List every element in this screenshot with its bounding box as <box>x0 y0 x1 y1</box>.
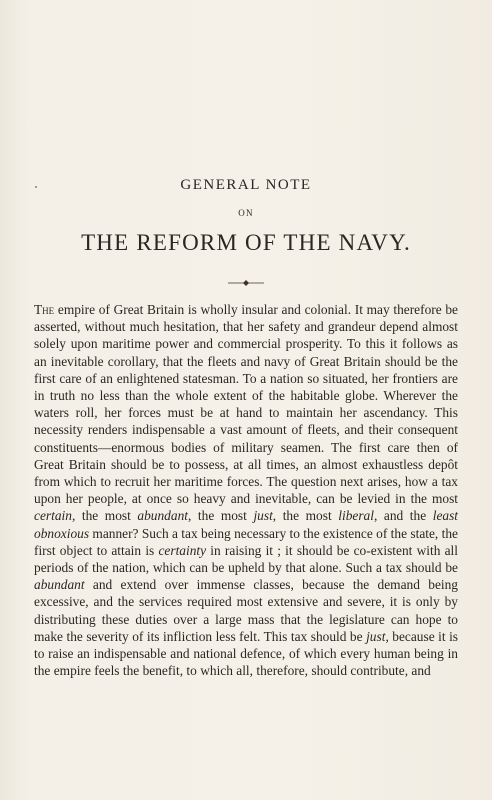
text-run: and extend over immense classes, because the demand being excessive, and the services required most extensive and severe, it is only by distributing these duties over a large mass that the legislature can hope to make the severity of its infliction less felt. This tax should be <box>34 577 458 644</box>
italic-word: just <box>366 628 386 644</box>
text-run: in raising it ; it should be co-existent with all periods of the nation, which can be upheld by that alone. Such a tax should be <box>34 542 458 576</box>
heading-general-note: GENERAL NOTE <box>180 177 312 193</box>
italic-word: abundant <box>34 577 85 593</box>
text-run: , the most <box>187 508 254 524</box>
italic-word: abundant <box>137 508 188 524</box>
italic-word: least obnoxious <box>34 508 459 541</box>
text-run: empire of Great Britain is wholly insular and colonial. It may therefore be asserted, without much hesitation, that her safety and grandeur depend almost solely upon maritime power and commercial prosperity. To this it follows as an inevitable corollary, that the fleets and navy of Great Britain should be the first care of an enlightened statesman. To a nation so situated, her frontiers are in truth no less than the whole extent of the habitable globe. Wherever the waters roll, her forces must be at hand to maintain her ascendancy. This necessity renders indispensable a vast amount of fleets, and their consequent constituents—enormous bodies of military seamen. The first care then of Great Britain should be to possess, at all times, an almost exhaustless depôt from which to recruit her maritime forces. The question next arises, how a tax upon her people, at once so heavy and inevitable, can be levied in the most <box>34 302 458 507</box>
italic-word: certainty <box>158 542 207 558</box>
heading-title: THE REFORM OF THE NAVY. <box>81 230 411 255</box>
heading-on: ON <box>238 208 254 218</box>
italic-word: just <box>253 508 273 524</box>
body-paragraph <box>34 301 458 679</box>
chapter-heading <box>0 174 492 256</box>
text-run: manner? Such a tax being necessary to the existence of the state, the first object to attain is <box>34 525 458 558</box>
text-run: , the most <box>71 508 138 524</box>
body-text <box>34 301 458 679</box>
lead-word: The <box>34 302 55 317</box>
text-run: , the most <box>272 508 339 524</box>
ornament-divider <box>226 279 266 287</box>
text-run: , because it is to raise an indispensable and national defence, of which every human being in the empire feels the benefit, to which all, therefore, should contribute, and <box>34 628 459 679</box>
text-run: , and the <box>373 508 433 524</box>
italic-word: certain <box>34 508 72 524</box>
italic-word: liberal <box>338 508 374 524</box>
